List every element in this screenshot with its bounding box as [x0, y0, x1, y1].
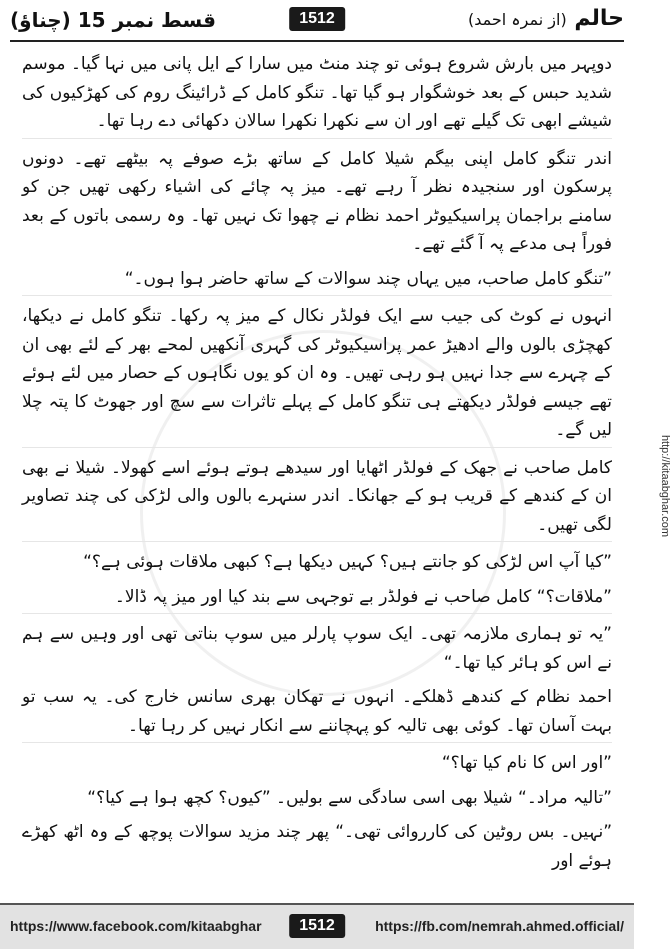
episode-label: قسط نمبر 15 (چناؤ) — [10, 8, 216, 32]
paragraph: ”یہ تو ہماری ملازمہ تھی۔ ایک سوپ پارلر میں سوپ بناتی تھی اور وہیں سے ہم نے اس کو ہائر کیا تھا۔“ — [22, 624, 612, 673]
paragraph: احمد نظام کے کندھے ڈھلکے۔ انہوں نے تھکان بھری سانس خارج کی۔ یہ سب تو بہت آسان تھا۔ کوئی بھی تالیہ کو پہچاننے سے انکار نہیں کر رہا تھا۔ — [22, 683, 612, 743]
paragraph: ”تنگو کامل صاحب، میں یہاں چند سوالات کے ساتھ حاضر ہوا ہوں۔“ — [22, 265, 612, 297]
paragraph: ”کیا آپ اس لڑکی کو جانتے ہیں؟ کہیں دیکھا ہے؟ کبھی ملاقات ہوئی ہے؟“ — [83, 552, 612, 572]
side-watermark-right: http://kitaabghar.com — [658, 434, 671, 538]
author-name: (از نمرہ احمد) — [467, 10, 567, 29]
paragraph: ”نہیں۔ بس روٹین کی کارروائی تھی۔“ پھر چند مزید سوالات پوچھ کے وہ اٹھ کھڑے ہوئے اور — [22, 822, 612, 871]
page-header — [10, 4, 624, 42]
paragraph: ”اور اس کا نام کیا تھا؟“ — [441, 753, 612, 773]
book-title-text: حالم — [574, 6, 624, 31]
paragraph: اندر تنگو کامل اپنی بیگم شیلا کامل کے ساتھ بڑے صوفے پہ بیٹھے تھے۔ دونوں پرسکون اور سنجیدہ نظر آ رہے تھے۔ میز پہ چائے کی اشیاء رکھی تھیں جن کو سامنے براجمان پراسیکیوٹر احمد نظام نے چھوا تک نہیں تھا۔ وہ رسمی باتوں کے بعد فوراً ہی مدعے پہ آ گئے تھے۔ — [22, 148, 612, 254]
paragraph: کامل صاحب نے جھک کے فولڈر اٹھایا اور سیدھے ہوتے ہوئے اسے کھولا۔ شیلا نے بھی ان کے کندھے کے قریب ہو کے جھانکا۔ اندر سنہرے بالوں والی لڑکی کی چند تصاویر لگی تھیں۔ — [22, 454, 612, 543]
page-footer — [0, 903, 634, 949]
paragraph: ”ملاقات؟“ کامل صاحب نے فولڈر بے توجہی سے بند کیا اور میز پہ ڈالا۔ — [22, 583, 612, 615]
footer-page-number: 1512 — [289, 914, 345, 938]
facebook-link[interactable]: https://www.facebook.com/kitaabghar — [10, 918, 262, 934]
paragraph: انہوں نے کوٹ کی جیب سے ایک فولڈر نکال کے میز پہ رکھا۔ تنگو کامل نے دیکھا، کھچڑی بالوں والے ادھیڑ عمر پراسیکیوٹر کی گہری آنکھیں لمحے بھر کے لئے بھی ان کے چہرے سے جدا نہیں ہو رہی تھیں۔ وہ ان کو یوں نگاہوں کے حصار میں لئے ہوئے تھے جیسے فولڈر دیکھتے ہی تنگو کامل کے پہلے تاثرات سے سچ اور جھوٹ کا پتہ چلا لیں گے۔ — [22, 302, 612, 448]
page-body — [22, 50, 612, 889]
header-page-number: 1512 — [289, 7, 345, 31]
author-facebook-link[interactable]: https://fb.com/nemrah.ahmed.official/ — [375, 918, 624, 934]
paragraph: دوپہر میں بارش شروع ہوئی تو چند منٹ میں سارا کے ایل پانی میں نہا گیا۔ موسم شدید حبس کے بعد خوشگوار ہو گیا تھا۔ تنگو کامل کے ڈرائینگ روم کی کھڑکیوں کی شیشے ابھی تک گیلے تھے اور ان سے نکھرا نکھرا سالان دکھائی دے رہا تھا۔ — [22, 50, 612, 139]
paragraph: ”تالیہ مراد۔“ شیلا بھی اسی سادگی سے بولیں۔ ”کیوں؟ کچھ ہوا ہے کیا؟“ — [87, 787, 612, 808]
book-title — [468, 6, 624, 31]
